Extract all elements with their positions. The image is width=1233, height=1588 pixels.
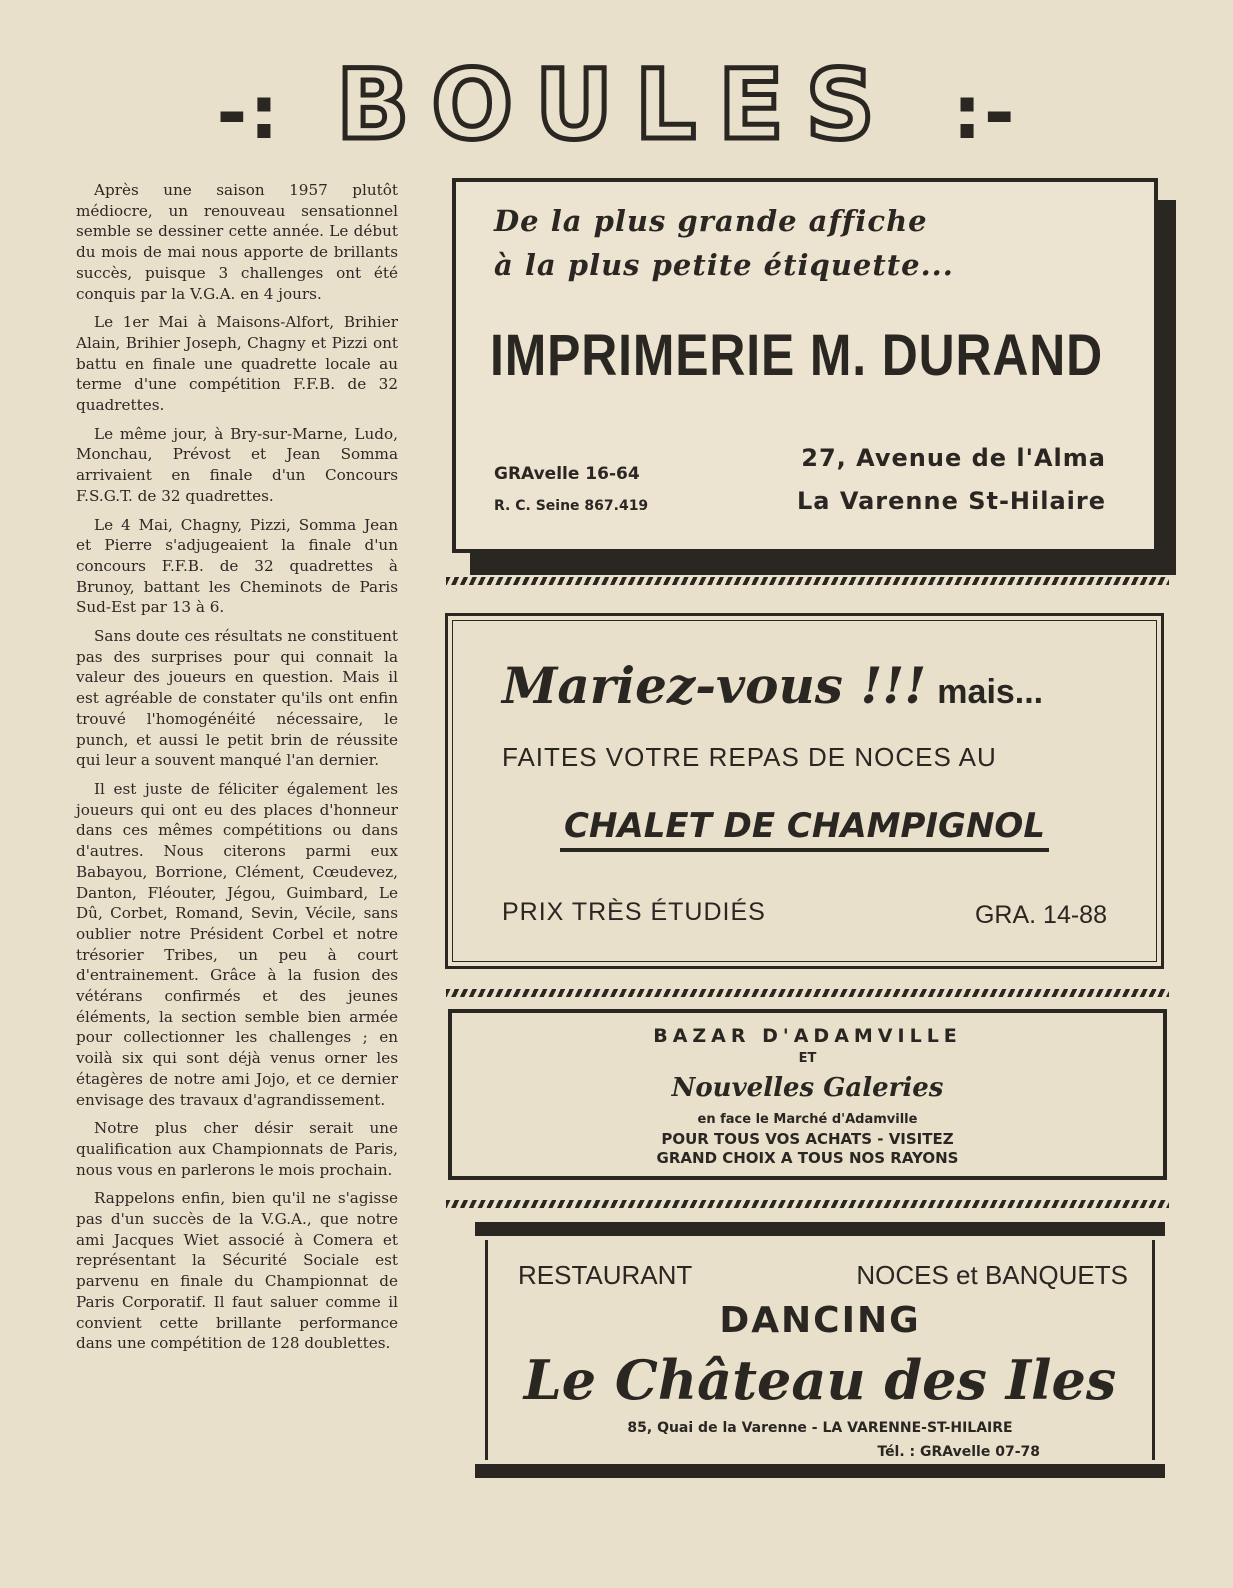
chalet-headline-row [502, 656, 1043, 715]
chateau-address: 85, Quai de la Varenne - LA VARENNE-ST-HILAIRE [627, 1420, 1013, 1436]
chateau-dancing: DANCING [719, 1300, 921, 1341]
article-paragraph: Notre plus cher désir serait une qualification aux Championnats de Paris, nous vous en parlerons le mois prochain. [76, 1119, 398, 1179]
imprimerie-ad [452, 178, 1158, 553]
article-paragraph: Sans doute ces résultats ne constituent pas des surprises pour qui connait la valeur des joueurs en question. Mais il est agréable de constater qu'ils ont enfin trouvé l'homogénéité nécessaire, le punch, et aussi le petit brin de réussite qui leur a souvent manqué l'an dernier. [76, 627, 398, 770]
imprimerie-address-1: 27, Avenue de l'Alma [801, 444, 1106, 472]
article-paragraph: Le même jour, à Bry-sur-Marne, Ludo, Monchau, Prévost et Jean Somma arrivaient en finale d'un Concours F.S.G.T. de 32 quadrettes. [76, 424, 398, 505]
chalet-ad [445, 613, 1164, 969]
page-title [0, 50, 1233, 168]
article-paragraph: Après une saison 1957 plutôt médiocre, un renouveau sensationnel semble se dessiner cette année. Le début du mois de mai nous apporte de brillants succès, puisque 3 challenges ont été conquis par la V.G.A. en 4 jours. [76, 181, 398, 303]
chalet-headline-suffix: mais... [937, 673, 1044, 711]
article-paragraph: Le 4 Mai, Chagny, Pizzi, Somma Jean et Pierre s'adjugeaient la finale d'un concours F.F.B. de 32 quadrettes à Brunoy, battant les Cheminots de Paris Sud-Est par 13 à 6. [76, 515, 398, 617]
imprimerie-tagline-2: à la plus petite étiquette... [494, 248, 954, 282]
chalet-venue: CHALET DE CHAMPIGNOL [560, 806, 1049, 852]
chalet-venue-row [448, 806, 1161, 846]
imprimerie-address-2: La Varenne St-Hilaire [796, 487, 1106, 515]
chalet-headline: Mariez-vous !!! [502, 656, 927, 715]
bazar-line-2: ET [798, 1051, 817, 1066]
title-deco-right: :- [952, 70, 1017, 156]
chalet-phone: GRA. 14-88 [974, 901, 1107, 929]
chateau-phone: Tél. : GRAvelle 07-78 [877, 1444, 1040, 1460]
chateau-left-label: RESTAURANT [518, 1260, 693, 1290]
bazar-line-3: Nouvelles Galeries [671, 1073, 944, 1103]
imprimerie-company: IMPRIMERIE M. DURAND [490, 323, 1103, 388]
bazar-line-5: POUR TOUS VOS ACHATS - VISITEZ [661, 1130, 954, 1148]
bazar-line-1: BAZAR D'ADAMVILLE [653, 1025, 962, 1047]
imprimerie-phone: GRAvelle 16-64 [494, 464, 640, 484]
bazar-line-4: en face le Marché d'Adamville [697, 1112, 918, 1127]
title-word: BOULES [336, 49, 897, 161]
divider-1 [446, 577, 1169, 585]
bazar-ad [448, 1009, 1167, 1180]
divider-2 [446, 989, 1169, 997]
divider-3 [446, 1200, 1169, 1208]
boules-article [76, 180, 398, 1362]
chalet-price-note: PRIX TRÈS ÉTUDIÉS [502, 898, 766, 926]
article-paragraph: Rappelons enfin, bien qu'il ne s'agisse pas d'un succès de la V.G.A., que notre ami Jacques Wiet associé à Comera et représentant la Sécurité Sociale est parvenu en finale du Championnat de Paris Corporatif. Il faut saluer comme il convient cette brillante performance dans une compétition de 128 doublettes. [76, 1189, 398, 1353]
chateau-right-label: NOCES et BANQUETS [856, 1260, 1128, 1290]
bazar-line-6: GRAND CHOIX A TOUS NOS RAYONS [656, 1149, 959, 1167]
article-paragraph: Il est juste de féliciter également les joueurs qui ont eu des places d'honneur dans ces mêmes compétitions ou dans d'autres. Nous citerons parmi eux Babayou, Borrione, Clément, Cœudevez, Danton, Fléouter, Jégou, Guimbard, Le Dû, Corbet, Romand, Sevin, Vécile, sans oublier notre Président Corbel et notre trésorier Tribes, un peu à court d'entrainement. Grâce à la fusion des vétérans confirmés et des jeunes éléments, la section semble bien armée pour collectionner les challenges ; en voilà six qui sont déjà venus orner les étagères de notre ami Jojo, et ce dernier envisage des travaux d'agrandissement. [76, 779, 398, 1109]
article-paragraph: Le 1er Mai à Maisons-Alfort, Brihier Alain, Brihier Joseph, Chagny et Pizzi ont battu en finale une quadrette locale au terme d'une compétition F.F.B. de 32 quadrettes. [76, 313, 398, 415]
imprimerie-tagline-1: De la plus grande affiche [494, 204, 928, 238]
chateau-name: Le Château des Iles [523, 1348, 1117, 1412]
chateau-ad [475, 1222, 1165, 1478]
chalet-line-2: FAITES VOTRE REPAS DE NOCES AU [502, 742, 997, 772]
chateau-inner-frame [485, 1240, 1155, 1460]
title-deco-left: -: [216, 70, 281, 156]
imprimerie-rc: R. C. Seine 867.419 [494, 498, 649, 514]
